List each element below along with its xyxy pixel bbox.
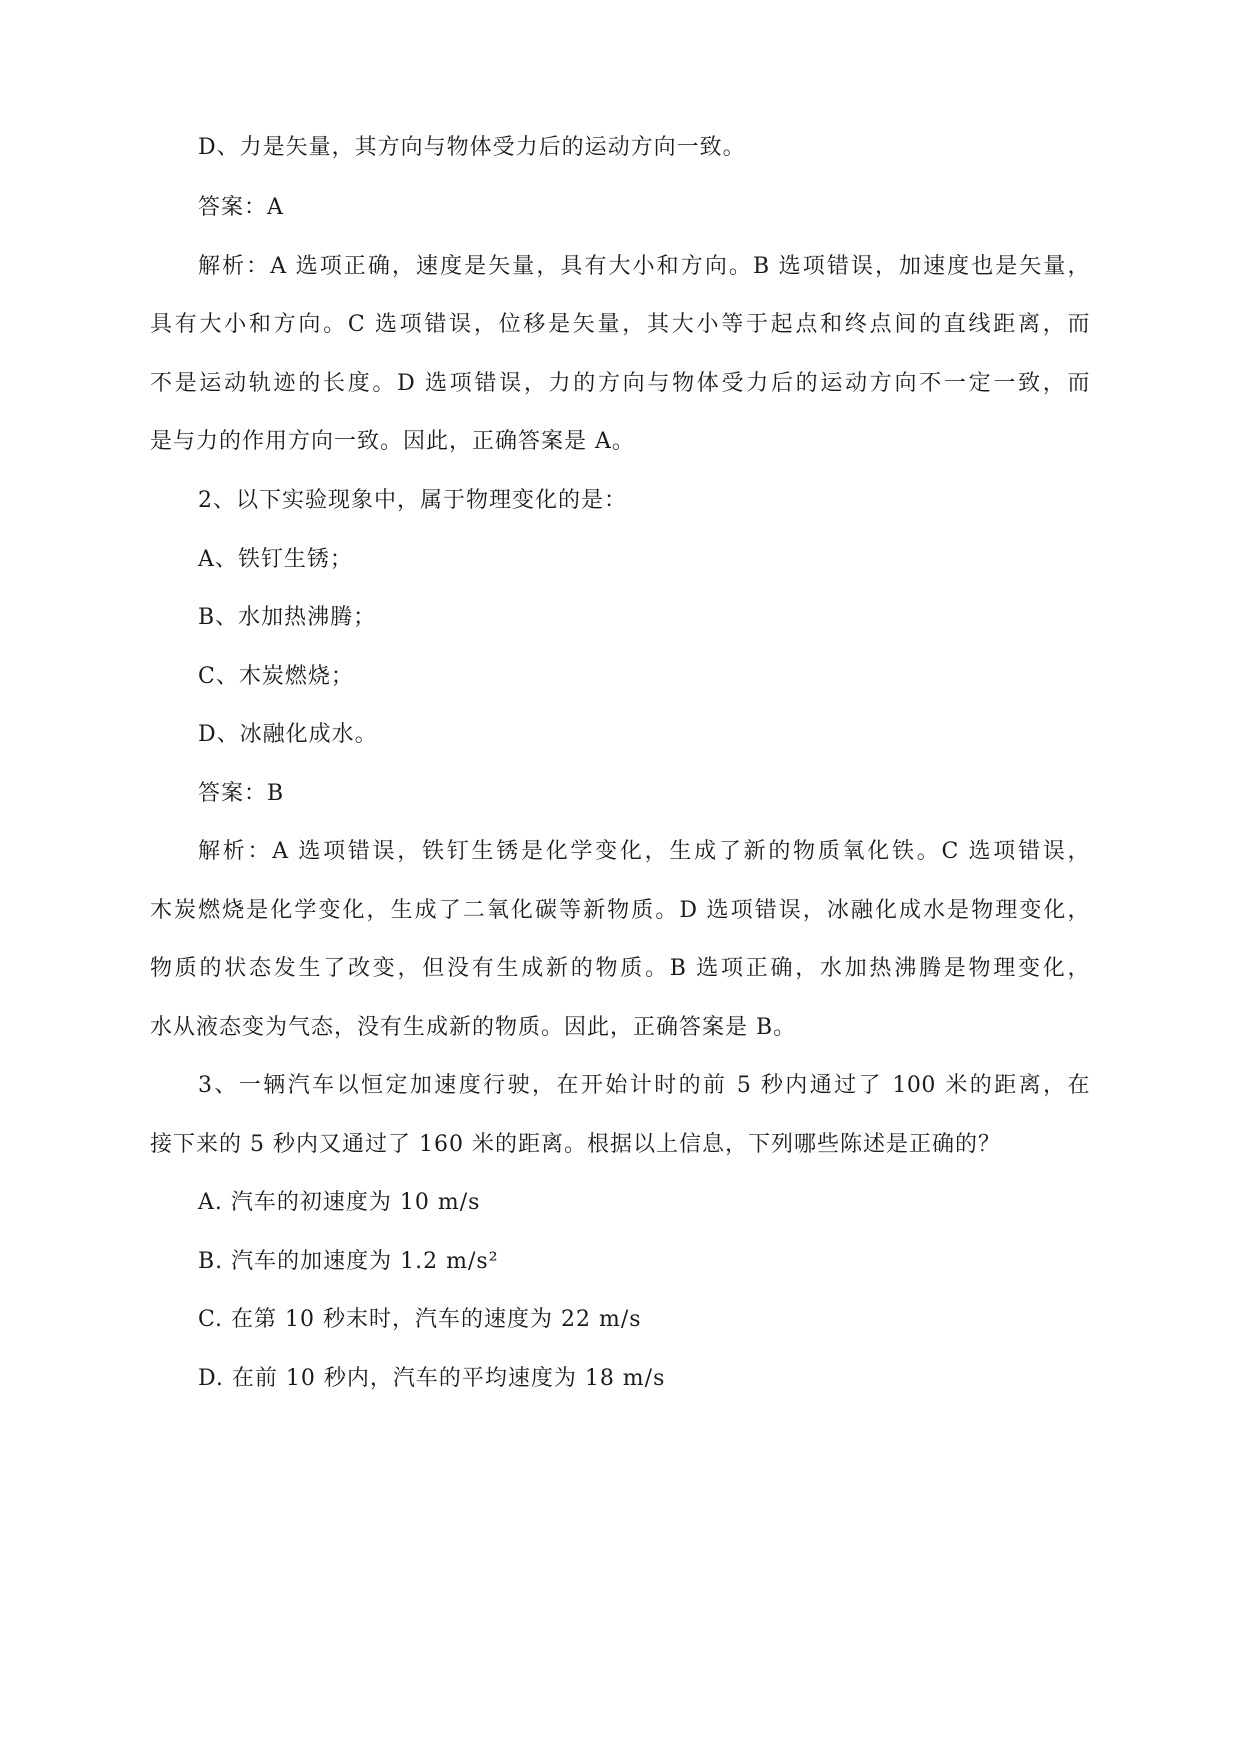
- q3-option-c: C. 在第 10 秒末时，汽车的速度为 22 m/s: [198, 1307, 642, 1332]
- q2-stem: 2、以下实验现象中，属于物理变化的是：: [198, 488, 627, 513]
- q2-analysis-line-3: 物质的状态发生了改变，但没有生成新的物质。B 选项正确，水加热沸腾是物理变化，: [150, 956, 1090, 981]
- q2-answer: 答案：B: [198, 781, 285, 806]
- q1-analysis-line-2: 具有大小和方向。C 选项错误，位移是矢量，其大小等于起点和终点间的直线距离，而: [150, 312, 1090, 337]
- q2-analysis-line-1: 解析：A 选项错误，铁钉生锈是化学变化，生成了新的物质氧化铁。C 选项错误，: [198, 839, 1090, 864]
- q2-option-d: D、冰融化成水。: [198, 722, 378, 747]
- q3-stem-line-1: 3、一辆汽车以恒定加速度行驶，在开始计时的前 5 秒内通过了 100 米的距离，在: [198, 1073, 1090, 1098]
- q2-analysis-line-4: 水从液态变为气态，没有生成新的物质。因此，正确答案是 B。: [150, 1015, 797, 1040]
- q3-option-d: D. 在前 10 秒内，汽车的平均速度为 18 m/s: [198, 1366, 666, 1391]
- q1-analysis-line-4: 是与力的作用方向一致。因此，正确答案是 A。: [150, 429, 635, 454]
- q2-option-c: C、木炭燃烧；: [198, 664, 354, 689]
- q1-option-d: D、力是矢量，其方向与物体受力后的运动方向一致。: [198, 135, 746, 160]
- q1-analysis-line-3: 不是运动轨迹的长度。D 选项错误，力的方向与物体受力后的运动方向不一定一致，而: [150, 371, 1090, 396]
- q1-analysis-line-1: 解析：A 选项正确，速度是矢量，具有大小和方向。B 选项错误，加速度也是矢量，: [198, 254, 1090, 279]
- q2-option-b: B、水加热沸腾；: [198, 605, 377, 630]
- q2-option-a: A、铁钉生锈；: [198, 547, 353, 572]
- q3-option-b: B. 汽车的加速度为 1.2 m/s²: [198, 1249, 499, 1274]
- q3-option-a: A. 汽车的初速度为 10 m/s: [198, 1190, 481, 1215]
- q2-analysis-line-2: 木炭燃烧是化学变化，生成了二氧化碳等新物质。D 选项错误，冰融化成水是物理变化，: [150, 898, 1090, 923]
- q1-answer: 答案：A: [198, 195, 284, 220]
- q3-stem-line-2: 接下来的 5 秒内又通过了 160 米的距离。根据以上信息，下列哪些陈述是正确的？: [150, 1132, 1001, 1157]
